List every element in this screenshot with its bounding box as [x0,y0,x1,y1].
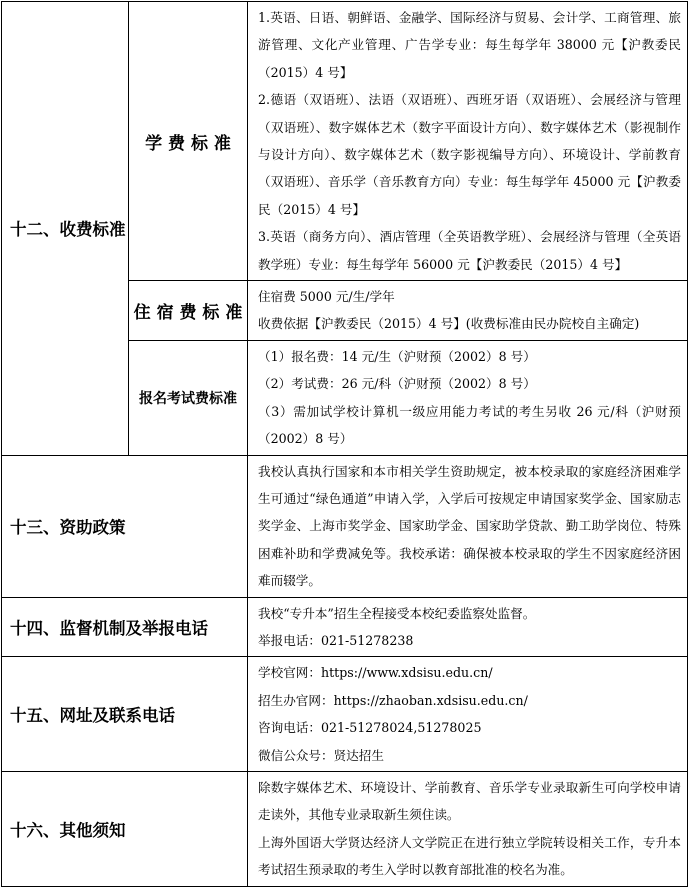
tuition-row [2,2,688,281]
exam-fee-line-2: （2）考试费：26 元/科（沪财预（2002）8 号） [258,376,536,392]
exam-fee-line-1: （1）报名费：14 元/生（沪财预（2002）8 号） [258,348,536,364]
contact-row [2,657,688,772]
accommodation-line-2: 收费依据【沪教委民（2015）4 号】(收费标准由民办院校自主确定) [258,316,640,332]
report-phone: 举报电话：021-51278238 [258,632,414,648]
notes-line-1: 除数字媒体艺术、环境设计、学前教育、音乐学专业录取新生可向学校申请走读外，其他专业录取新生须住读。 [258,779,681,823]
accommodation-label: 住 宿 费 标 准 [129,281,248,341]
accommodation-content [248,281,688,341]
aid-row [2,455,688,597]
aid-section-title: 十三、资助政策 [2,455,248,597]
admission-info-table [1,1,688,887]
consult-phone: 咨询电话：021-51278024,51278025 [258,720,482,736]
supervision-line-1: 我校“专升本”招生全程接受本校纪委监察处监督。 [258,605,536,621]
admissions-website: 招生办官网：https://zhaoban.xdsisu.edu.cn/ [258,692,528,708]
aid-content: 我校认真执行国家和本市相关学生资助规定，被本校录取的家庭经济困难学生可通过“绿色通道”申请入学，入学后可按规定申请国家奖学金、国家励志奖学金、上海市奖学金、国家助学金、国家助学贷款、勤工助学岗位、特殊困难补助和学费减免等。我校承诺：确保被本校录取的学生不因家庭经济困难而辍学。 [248,455,688,597]
tuition-line-3: 3.英语（商务方向）、酒店管理（全英语教学班）、会展经济与管理（全英语教学班）专业：每生每学年 56000 元【沪教委民（2015）4 号】 [258,229,681,272]
supervision-content [248,597,688,657]
accommodation-line-1: 住宿费 5000 元/生/学年 [258,289,395,305]
fees-section-title: 十二、收费标准 [2,2,129,456]
notes-line-2: 上海外国语大学贤达经济人文学院正在进行独立学院转设相关工作，专升本考试招生预录取的考生入学时以教育部批准的校名为准。 [258,834,681,878]
contact-content [248,657,688,772]
notes-row [2,771,688,886]
school-website: 学校官网：https://www.xdsisu.edu.cn/ [258,665,493,681]
tuition-content [248,2,688,281]
supervision-row [2,597,688,657]
notes-content [248,771,688,886]
exam-fee-content [248,340,688,455]
tuition-line-1: 1.英语、日语、朝鲜语、金融学、国际经济与贸易、会计学、工商管理、旅游管理、文化产业管理、广告学专业：每生每学年 38000 元【沪教委民（2015）4 号】 [258,10,681,80]
wechat-account: 微信公众号：贤达招生 [258,747,384,763]
tuition-label: 学 费 标 准 [129,2,248,281]
contact-section-title: 十五、网址及联系电话 [2,657,248,772]
exam-fee-label: 报名考试费标准 [129,340,248,455]
notes-section-title: 十六、其他须知 [2,771,248,886]
supervision-section-title: 十四、监督机制及举报电话 [2,597,248,657]
tuition-line-2: 2.德语（双语班）、法语（双语班）、西班牙语（双语班）、会展经济与管理（双语班）、数字媒体艺术（数字平面设计方向）、数字媒体艺术（影视制作与设计方向）、数字媒体艺术（数字影视编导方向）、环境设计、学前教育（双语班）、音乐学（音乐教育方向）专业：每生每学年 45000 元【沪教委民（2015）4 号】 [258,92,681,217]
exam-fee-line-3: （3）需加试学校计算机一级应用能力考试的考生另收 26 元/科（沪财预（2002）8 号） [258,403,681,447]
